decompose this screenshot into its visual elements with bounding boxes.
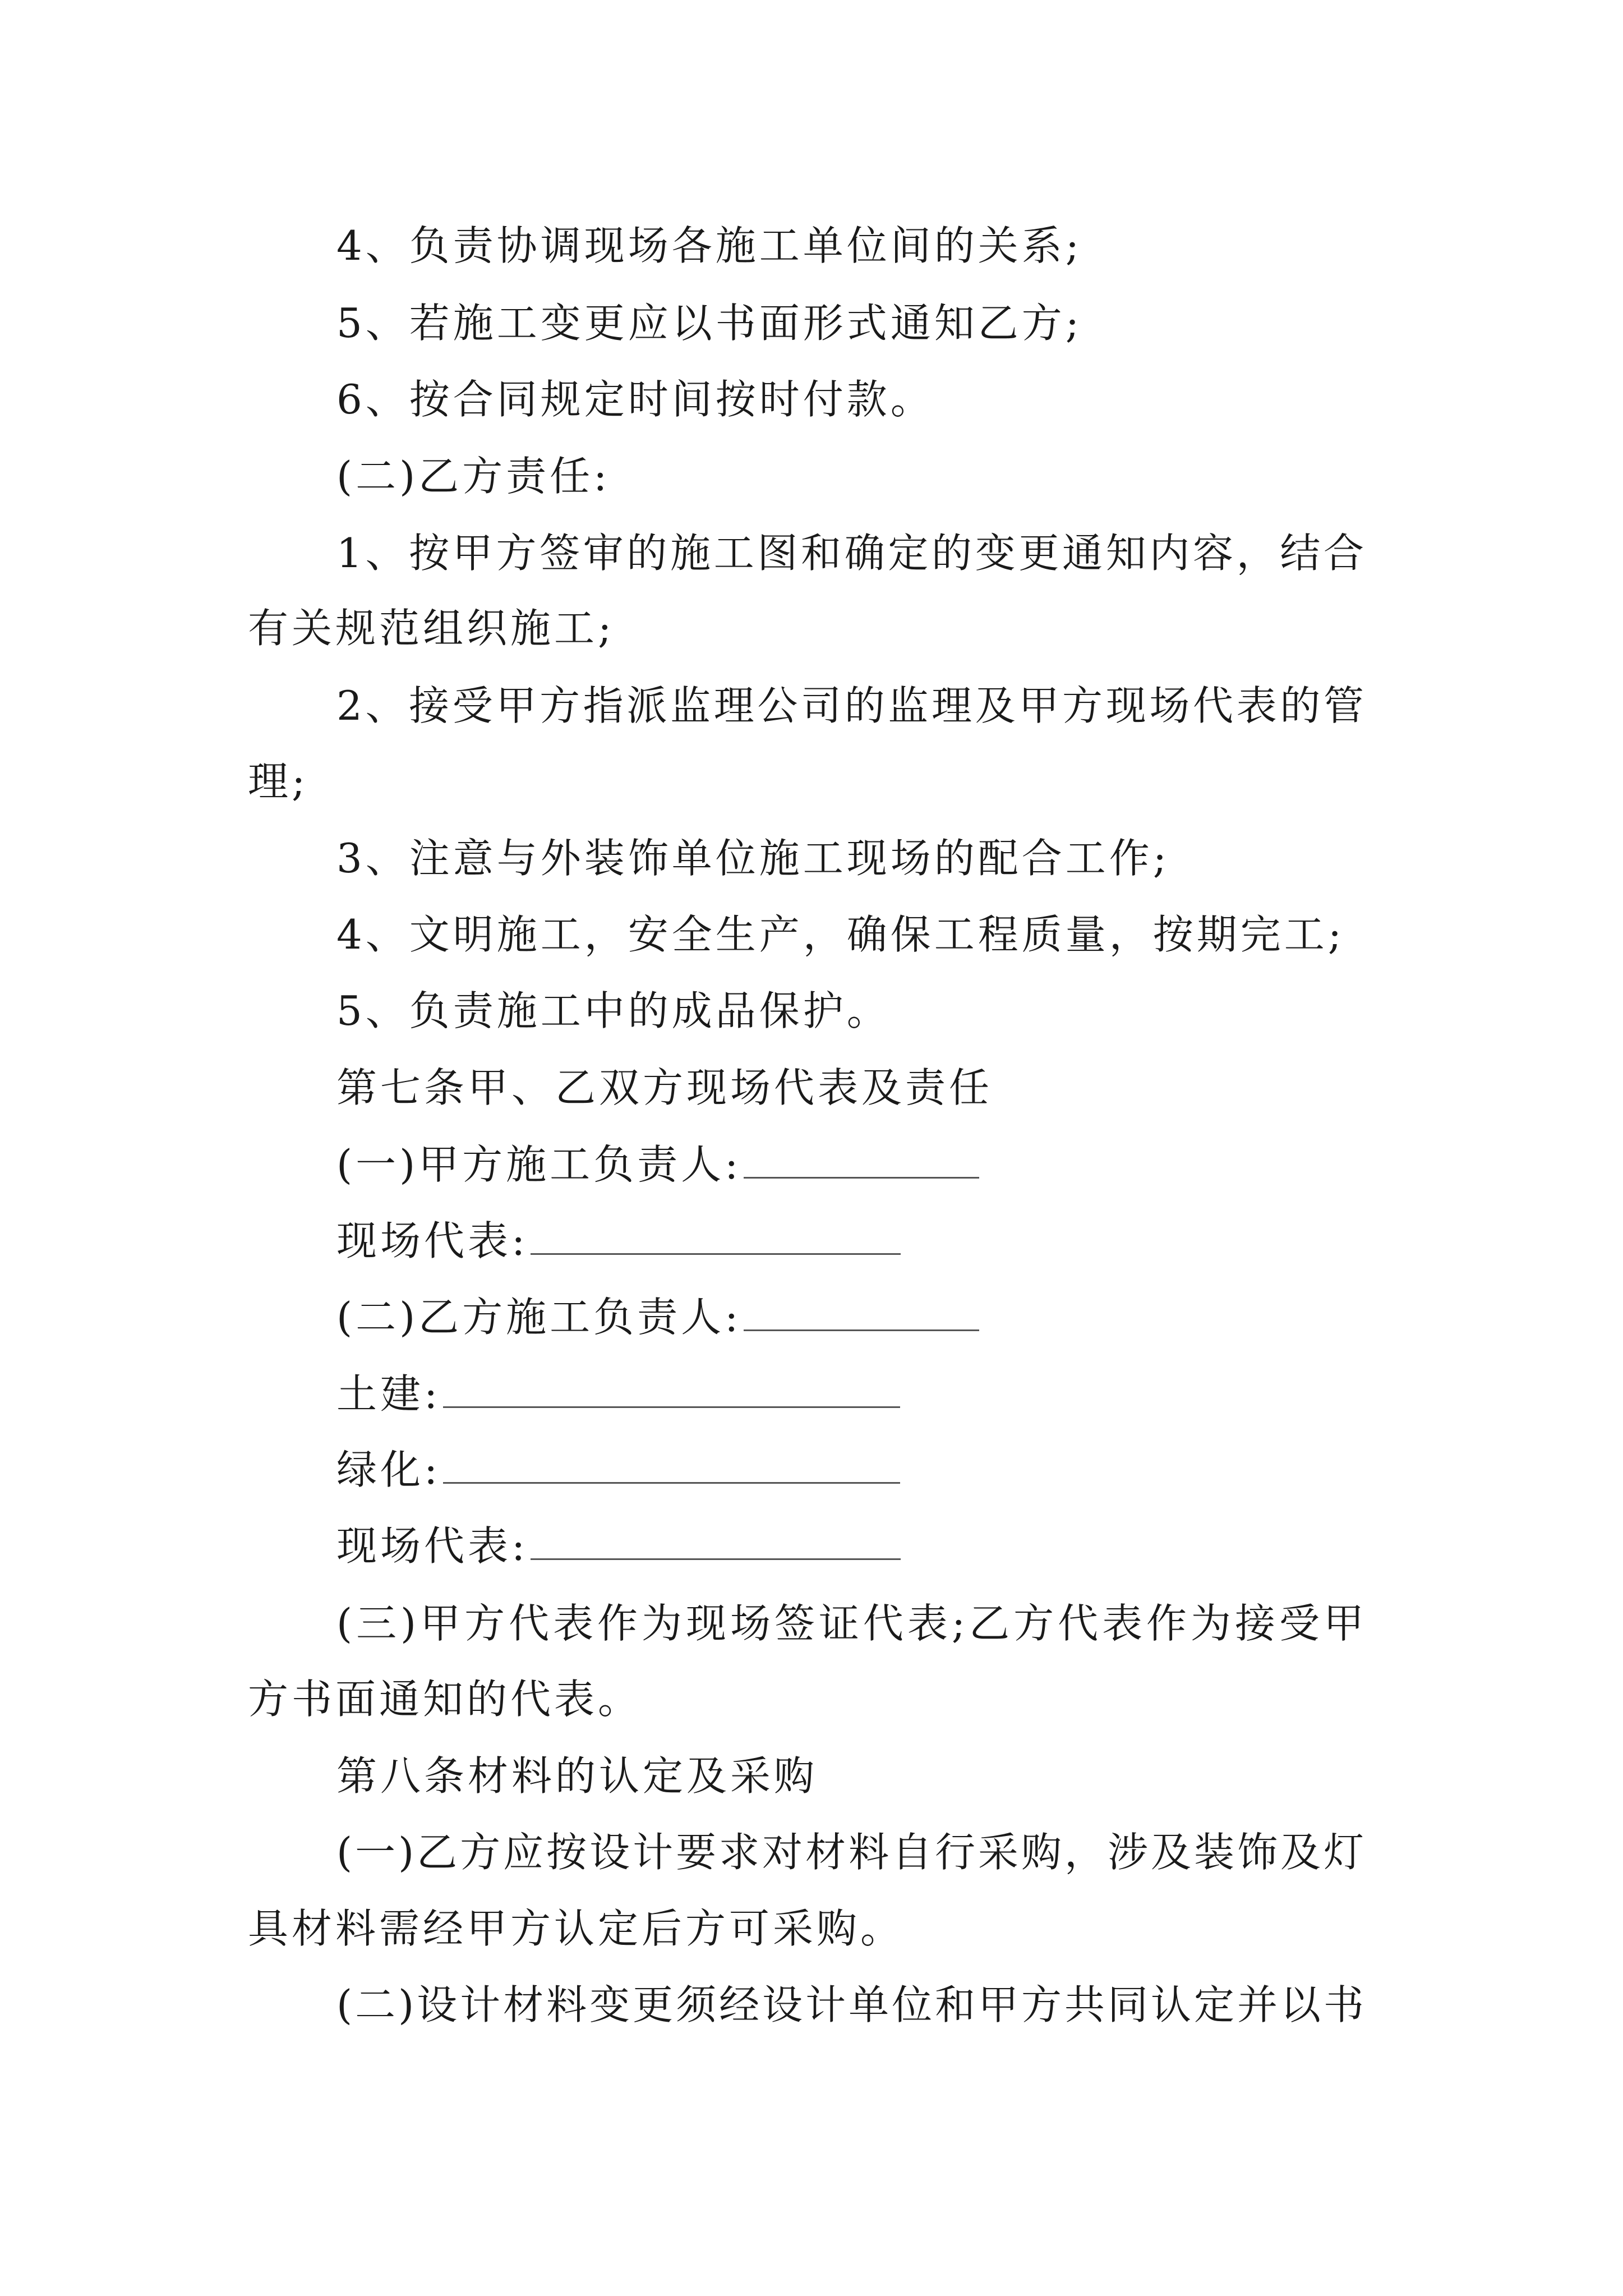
paragraph-line: 3、注意与外装饰单位施工现场的配合工作;	[336, 835, 1170, 882]
paragraph-line: 具材料需经甲方认定后方可采购。	[248, 1905, 905, 1952]
form-field-row	[336, 1370, 900, 1418]
paragraph-line: 5、若施工变更应以书面形式通知乙方;	[336, 300, 1083, 347]
field-label: 土建:	[336, 1370, 441, 1418]
form-field-row	[336, 1446, 900, 1493]
paragraph-line: (二)设计材料变更须经设计单位和甲方共同认定并以书	[336, 1981, 1364, 2028]
paragraph-line: 方书面通知的代表。	[248, 1676, 642, 1723]
article-heading: 第七条甲、乙双方现场代表及责任	[336, 1064, 993, 1111]
form-field-row	[336, 1141, 979, 1188]
paragraph-line: (三)甲方代表作为现场签证代表;乙方代表作为接受甲	[336, 1600, 1364, 1647]
form-field-row	[336, 1522, 901, 1570]
field-label: (一)甲方施工负责人:	[336, 1141, 742, 1188]
article-heading: 第八条材料的认定及采购	[336, 1752, 818, 1800]
paragraph-line: 理;	[248, 758, 309, 805]
field-label: 绿化:	[336, 1446, 441, 1493]
blank-fill-line	[744, 1149, 979, 1179]
blank-fill-line	[744, 1301, 979, 1331]
paragraph-line: (一)乙方应按设计要求对材料自行采购，涉及装饰及灯	[336, 1829, 1364, 1876]
blank-fill-line	[531, 1530, 901, 1560]
field-label: 现场代表:	[336, 1217, 529, 1264]
paragraph-line: 1、按甲方签审的施工图和确定的变更通知内容，结合	[336, 530, 1364, 577]
paragraph-line: 有关规范组织施工;	[248, 605, 615, 652]
form-field-row	[336, 1217, 901, 1264]
blank-fill-line	[531, 1225, 901, 1255]
paragraph-line: 4、文明施工，安全生产，确保工程质量，按期完工;	[336, 911, 1345, 958]
paragraph-line: 2、接受甲方指派监理公司的监理及甲方现场代表的管	[336, 682, 1364, 729]
section-heading: (二)乙方责任:	[336, 453, 611, 500]
blank-fill-line	[443, 1454, 900, 1484]
field-label: (二)乙方施工负责人:	[336, 1294, 742, 1341]
blank-fill-line	[443, 1378, 900, 1408]
paragraph-line: 4、负责协调现场各施工单位间的关系;	[336, 222, 1083, 269]
paragraph-line: 5、负责施工中的成品保护。	[336, 987, 891, 1034]
paragraph-line: 6、按合同规定时间按时付款。	[336, 376, 934, 423]
field-label: 现场代表:	[336, 1522, 529, 1570]
form-field-row	[336, 1294, 979, 1341]
